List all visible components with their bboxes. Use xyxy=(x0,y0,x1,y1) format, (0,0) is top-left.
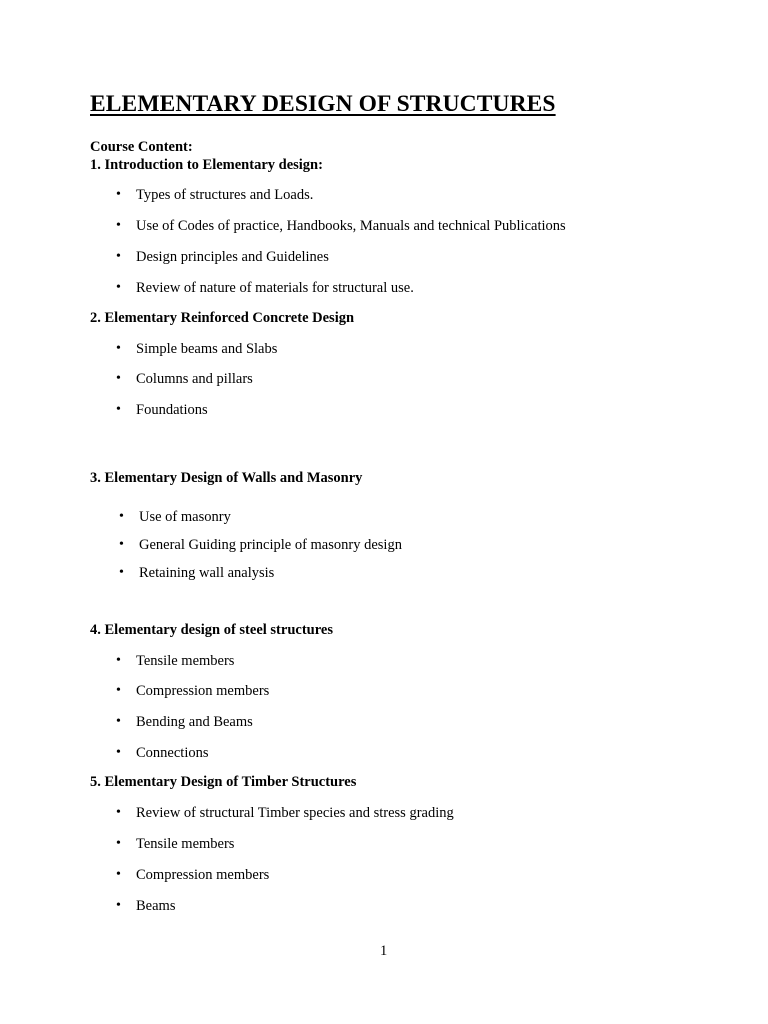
bullet-marker: • xyxy=(116,249,121,264)
list-item: Connections xyxy=(136,745,209,761)
bullet-marker: • xyxy=(116,371,121,386)
list-item: Simple beams and Slabs xyxy=(136,341,278,357)
bullet-marker: • xyxy=(116,867,121,882)
list-item: Columns and pillars xyxy=(136,371,253,387)
list-item: General Guiding principle of masonry design xyxy=(139,537,402,553)
bullet-marker: • xyxy=(119,509,124,524)
bullet-marker: • xyxy=(116,836,121,851)
list-item: Tensile members xyxy=(136,653,235,669)
document-title: ELEMENTARY DESIGN OF STRUCTURES xyxy=(90,91,556,117)
section-heading-3: 3. Elementary Design of Walls and Masonry xyxy=(90,470,363,486)
list-item: Beams xyxy=(136,898,176,914)
list-item: Retaining wall analysis xyxy=(139,565,275,581)
bullet-marker: • xyxy=(116,745,121,760)
section-heading-2: 2. Elementary Reinforced Concrete Design xyxy=(90,310,355,326)
course-content-label: Course Content: xyxy=(90,139,193,155)
list-item: Compression members xyxy=(136,867,270,883)
list-item: Compression members xyxy=(136,683,270,699)
bullet-marker: • xyxy=(116,805,121,820)
bullet-marker: • xyxy=(119,565,124,580)
list-item: Review of structural Timber species and stress grading xyxy=(136,805,454,821)
bullet-marker: • xyxy=(116,341,121,356)
list-item: Use of masonry xyxy=(139,509,231,525)
bullet-marker: • xyxy=(116,280,121,295)
bullet-marker: • xyxy=(116,898,121,913)
section-heading-1: 1. Introduction to Elementary design: xyxy=(90,157,323,173)
list-item: Design principles and Guidelines xyxy=(136,249,329,265)
page-number: 1 xyxy=(380,943,388,959)
list-item: Foundations xyxy=(136,402,208,418)
bullet-marker: • xyxy=(116,187,121,202)
list-item: Use of Codes of practice, Handbooks, Manuals and technical Publications xyxy=(136,218,566,234)
bullet-marker: • xyxy=(116,714,121,729)
list-item: Tensile members xyxy=(136,836,235,852)
bullet-marker: • xyxy=(116,683,121,698)
bullet-marker: • xyxy=(116,653,121,668)
list-item: Types of structures and Loads. xyxy=(136,187,314,203)
section-heading-5: 5. Elementary Design of Timber Structures xyxy=(90,774,357,790)
section-heading-4: 4. Elementary design of steel structures xyxy=(90,622,333,638)
bullet-marker: • xyxy=(119,537,124,552)
list-item: Bending and Beams xyxy=(136,714,253,730)
bullet-marker: • xyxy=(116,218,121,233)
list-item: Review of nature of materials for structural use. xyxy=(136,280,414,296)
bullet-marker: • xyxy=(116,402,121,417)
